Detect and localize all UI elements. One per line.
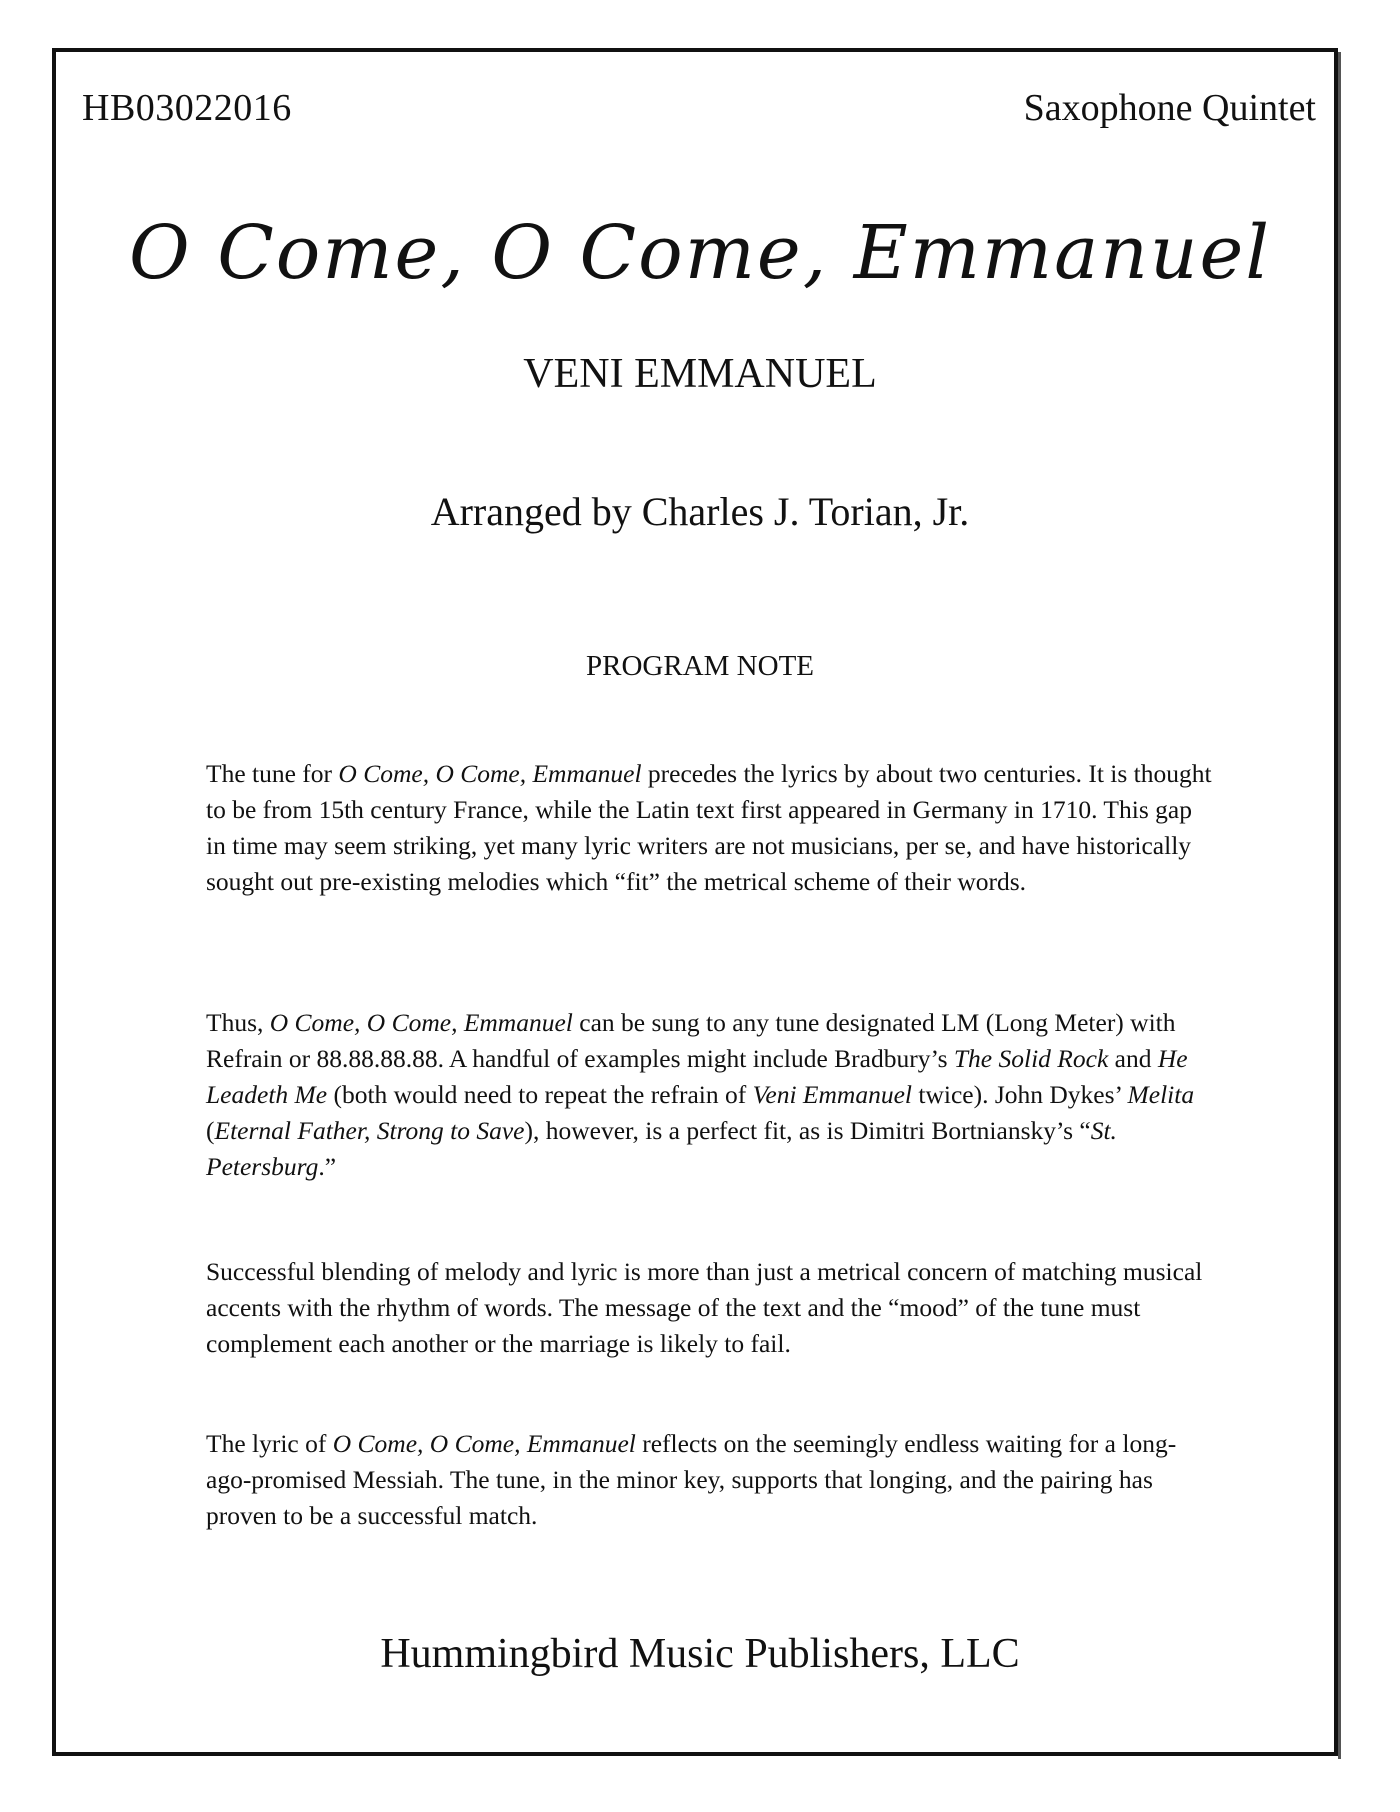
text-run: ( — [206, 1116, 215, 1145]
work-title: Melita — [1127, 1080, 1195, 1109]
page-title: O Come, O Come, Emmanuel — [129, 210, 1271, 296]
text-run: The lyric of — [206, 1429, 333, 1458]
program-note-paragraph-4 — [206, 1426, 1216, 1534]
text-run: reflects on the seemingly endless waiting for a long-ago-promised Messiah. The tune, in the minor key, supports that longing, and the pairing has proven to be a successful match. — [206, 1429, 1177, 1530]
work-title: O Come, O Come, Emmanuel — [332, 1429, 636, 1458]
text-run: Thus, — [206, 1008, 270, 1037]
work-title: He Leadeth Me — [206, 1044, 1188, 1109]
tune-name: VENI EMMANUEL — [523, 351, 877, 397]
text-run: ), however, is a perfect fit, as is Dimitri Bortniansky’s “ — [524, 1116, 1091, 1145]
text-run: precedes the lyrics by about two centuries. It is thought to be from 15th century France, while the Latin text first appeared in Germany in 1710. This gap in time may seem striking, yet many lyric writers are not musicians, per se, and have historically sought out pre-existing melodies which “fit” the metrical scheme of their words. — [206, 759, 1212, 896]
text-run: twice). John Dykes’ — [911, 1080, 1128, 1109]
text-run: can be sung to any tune designated LM (Long Meter) with Refrain or 88.88.88.88. A handful of examples might include Bradbury’s — [206, 1008, 1176, 1073]
publisher-name: Hummingbird Music Publishers, LLC — [380, 1631, 1020, 1677]
work-title: St. Petersburg — [206, 1116, 1117, 1181]
work-title: Eternal Father, Strong to Save — [214, 1116, 525, 1145]
program-note-heading: PROGRAM NOTE — [586, 650, 814, 682]
work-title: O Come, O Come, Emmanuel — [269, 1008, 573, 1037]
arranger-credit: Arranged by Charles J. Torian, Jr. — [430, 489, 970, 534]
program-note-paragraph-3: Successful blending of melody and lyric is more than just a metrical concern of matching musical accents with the rhythm of words. The message of the text and the “mood” of the tune must complement each another or the marriage is likely to fail. — [206, 1257, 1203, 1358]
text-run: The tune for — [206, 759, 339, 788]
work-title: O Come, O Come, Emmanuel — [338, 759, 642, 788]
work-title: The Solid Rock — [953, 1044, 1109, 1073]
work-title: Veni Emmanuel — [752, 1080, 912, 1109]
text-run: .” — [318, 1152, 337, 1181]
instrumentation: Saxophone Quintet — [1023, 87, 1316, 129]
text-run: and — [1108, 1044, 1158, 1073]
program-note-paragraph-2 — [206, 1005, 1216, 1185]
page-border-shadow — [1338, 52, 1341, 1759]
program-note-paragraph-1 — [206, 756, 1216, 900]
catalog-number: HB03022016 — [82, 87, 292, 129]
text-run: (both would need to repeat the refrain of — [327, 1080, 753, 1109]
